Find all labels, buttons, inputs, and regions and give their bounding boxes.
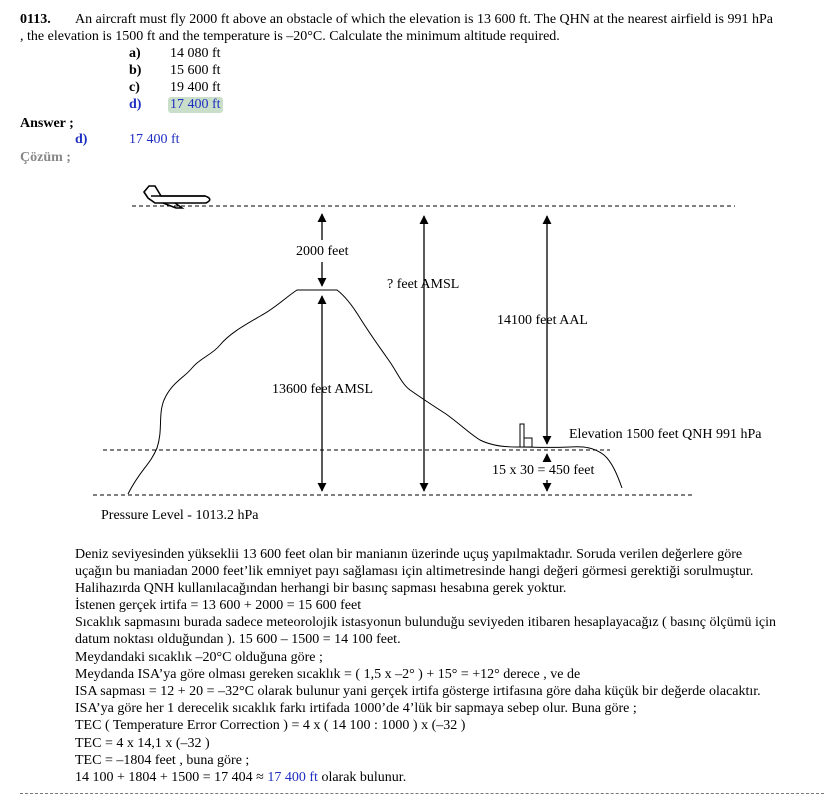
explanation-line: TEC = 4 x 14,1 x (–32 ) bbox=[75, 736, 210, 751]
label-temperature-calc: 15 x 30 = 450 feet bbox=[492, 463, 595, 478]
explanation-line: Meydandaki sıcaklık –20°C olduğuna göre ; bbox=[75, 650, 323, 665]
explanation-line: uçağın bu maniadan 2000 feet’lik emniyet payı sağlaması için altimetresinde hangi değeri görmesi gerektiği sorulmuştur. bbox=[75, 564, 754, 579]
explanation-line: Meydanda ISA’ya göre olması gereken sıcaklık = ( 1,5 x –2° ) + 15° = +12° derece , ve de bbox=[75, 667, 581, 682]
question-text-line1: An aircraft must fly 2000 ft above an obstacle of which the elevation is 13 600 ft. The QHN at the nearest airfield is 991 hPa bbox=[75, 12, 773, 27]
label-unknown-amsl: ? feet AMSL bbox=[387, 277, 460, 292]
explanation-line: datum noktası olduğundan ). 15 600 – 1500 = 14 100 feet. bbox=[75, 632, 401, 647]
question-text-line2: , the elevation is 1500 ft and the temperature is –20°C. Calculate the minimum altitude required. bbox=[20, 29, 560, 44]
explanation-line: Sıcaklık sapmasını burada sadece meteorolojik istasyonun bulunduğu seviyeden itibaren hesaplayacağız ( basınç ölçümü için bbox=[75, 615, 776, 630]
final-result-value: 17 400 ft bbox=[267, 770, 318, 785]
label-2000-feet: 2000 feet bbox=[296, 244, 349, 259]
question-number: 0113. bbox=[20, 12, 51, 27]
explanation-line: Deniz seviyesinden yükseklii 13 600 feet olan bir manianın üzerinde uçuş yapılmaktadır. Soruda verilen değerlere göre bbox=[75, 547, 743, 562]
option-a-value: 14 080 ft bbox=[170, 46, 221, 61]
label-14100-aal: 14100 feet AAL bbox=[497, 313, 588, 328]
solution-label: Çözüm ; bbox=[20, 150, 71, 165]
label-pressure-level: Pressure Level - 1013.2 hPa bbox=[101, 508, 259, 523]
label-13600-amsl: 13600 feet AMSL bbox=[272, 382, 374, 397]
answer-value: 17 400 ft bbox=[129, 132, 180, 147]
final-result-line bbox=[75, 769, 406, 786]
option-d-value-highlighted: 17 400 ft bbox=[170, 97, 221, 112]
explanation-line: ISA’ya göre her 1 derecelik sıcaklık farkı irtifada 1000’de 4’lük bir sapmaya sebep olur. Buna göre ; bbox=[75, 701, 637, 716]
option-b-letter: b) bbox=[129, 63, 142, 78]
aircraft-icon bbox=[144, 186, 210, 208]
bottom-divider bbox=[20, 793, 824, 794]
answer-letter: d) bbox=[75, 132, 88, 147]
option-a-letter: a) bbox=[129, 46, 141, 61]
final-result-suffix: olarak bulunur. bbox=[317, 770, 407, 785]
final-result-prefix: 14 100 + 1804 + 1500 = 17 404 ≈ bbox=[75, 770, 268, 785]
option-c-letter: c) bbox=[129, 80, 140, 95]
explanation-line: TEC ( Temperature Error Correction ) = 4 x ( 14 100 : 1000 ) x (–32 ) bbox=[75, 718, 466, 733]
explanation-line: ISA sapması = 12 + 20 = –32°C olarak bulunur yani gerçek irtifa gösterge irtifasına göre daha küçük bir değerde olacaktır. bbox=[75, 684, 761, 699]
answer-label: Answer ; bbox=[20, 116, 74, 131]
explanation-line: TEC = –1804 feet , buna göre ; bbox=[75, 753, 250, 768]
explanation-line: İstenen gerçek irtifa = 13 600 + 2000 = 15 600 feet bbox=[75, 598, 362, 613]
label-elevation: Elevation 1500 feet QNH 991 hPa bbox=[569, 427, 762, 442]
option-d-letter: d) bbox=[129, 97, 142, 112]
option-c-value: 19 400 ft bbox=[170, 80, 221, 95]
explanation-line: Halihazırda QNH kullanılacağından herhangi bir basınç sapması hesabına gerek yoktur. bbox=[75, 581, 567, 596]
option-b-value: 15 600 ft bbox=[170, 63, 221, 78]
airfield-tower-icon bbox=[520, 424, 532, 447]
